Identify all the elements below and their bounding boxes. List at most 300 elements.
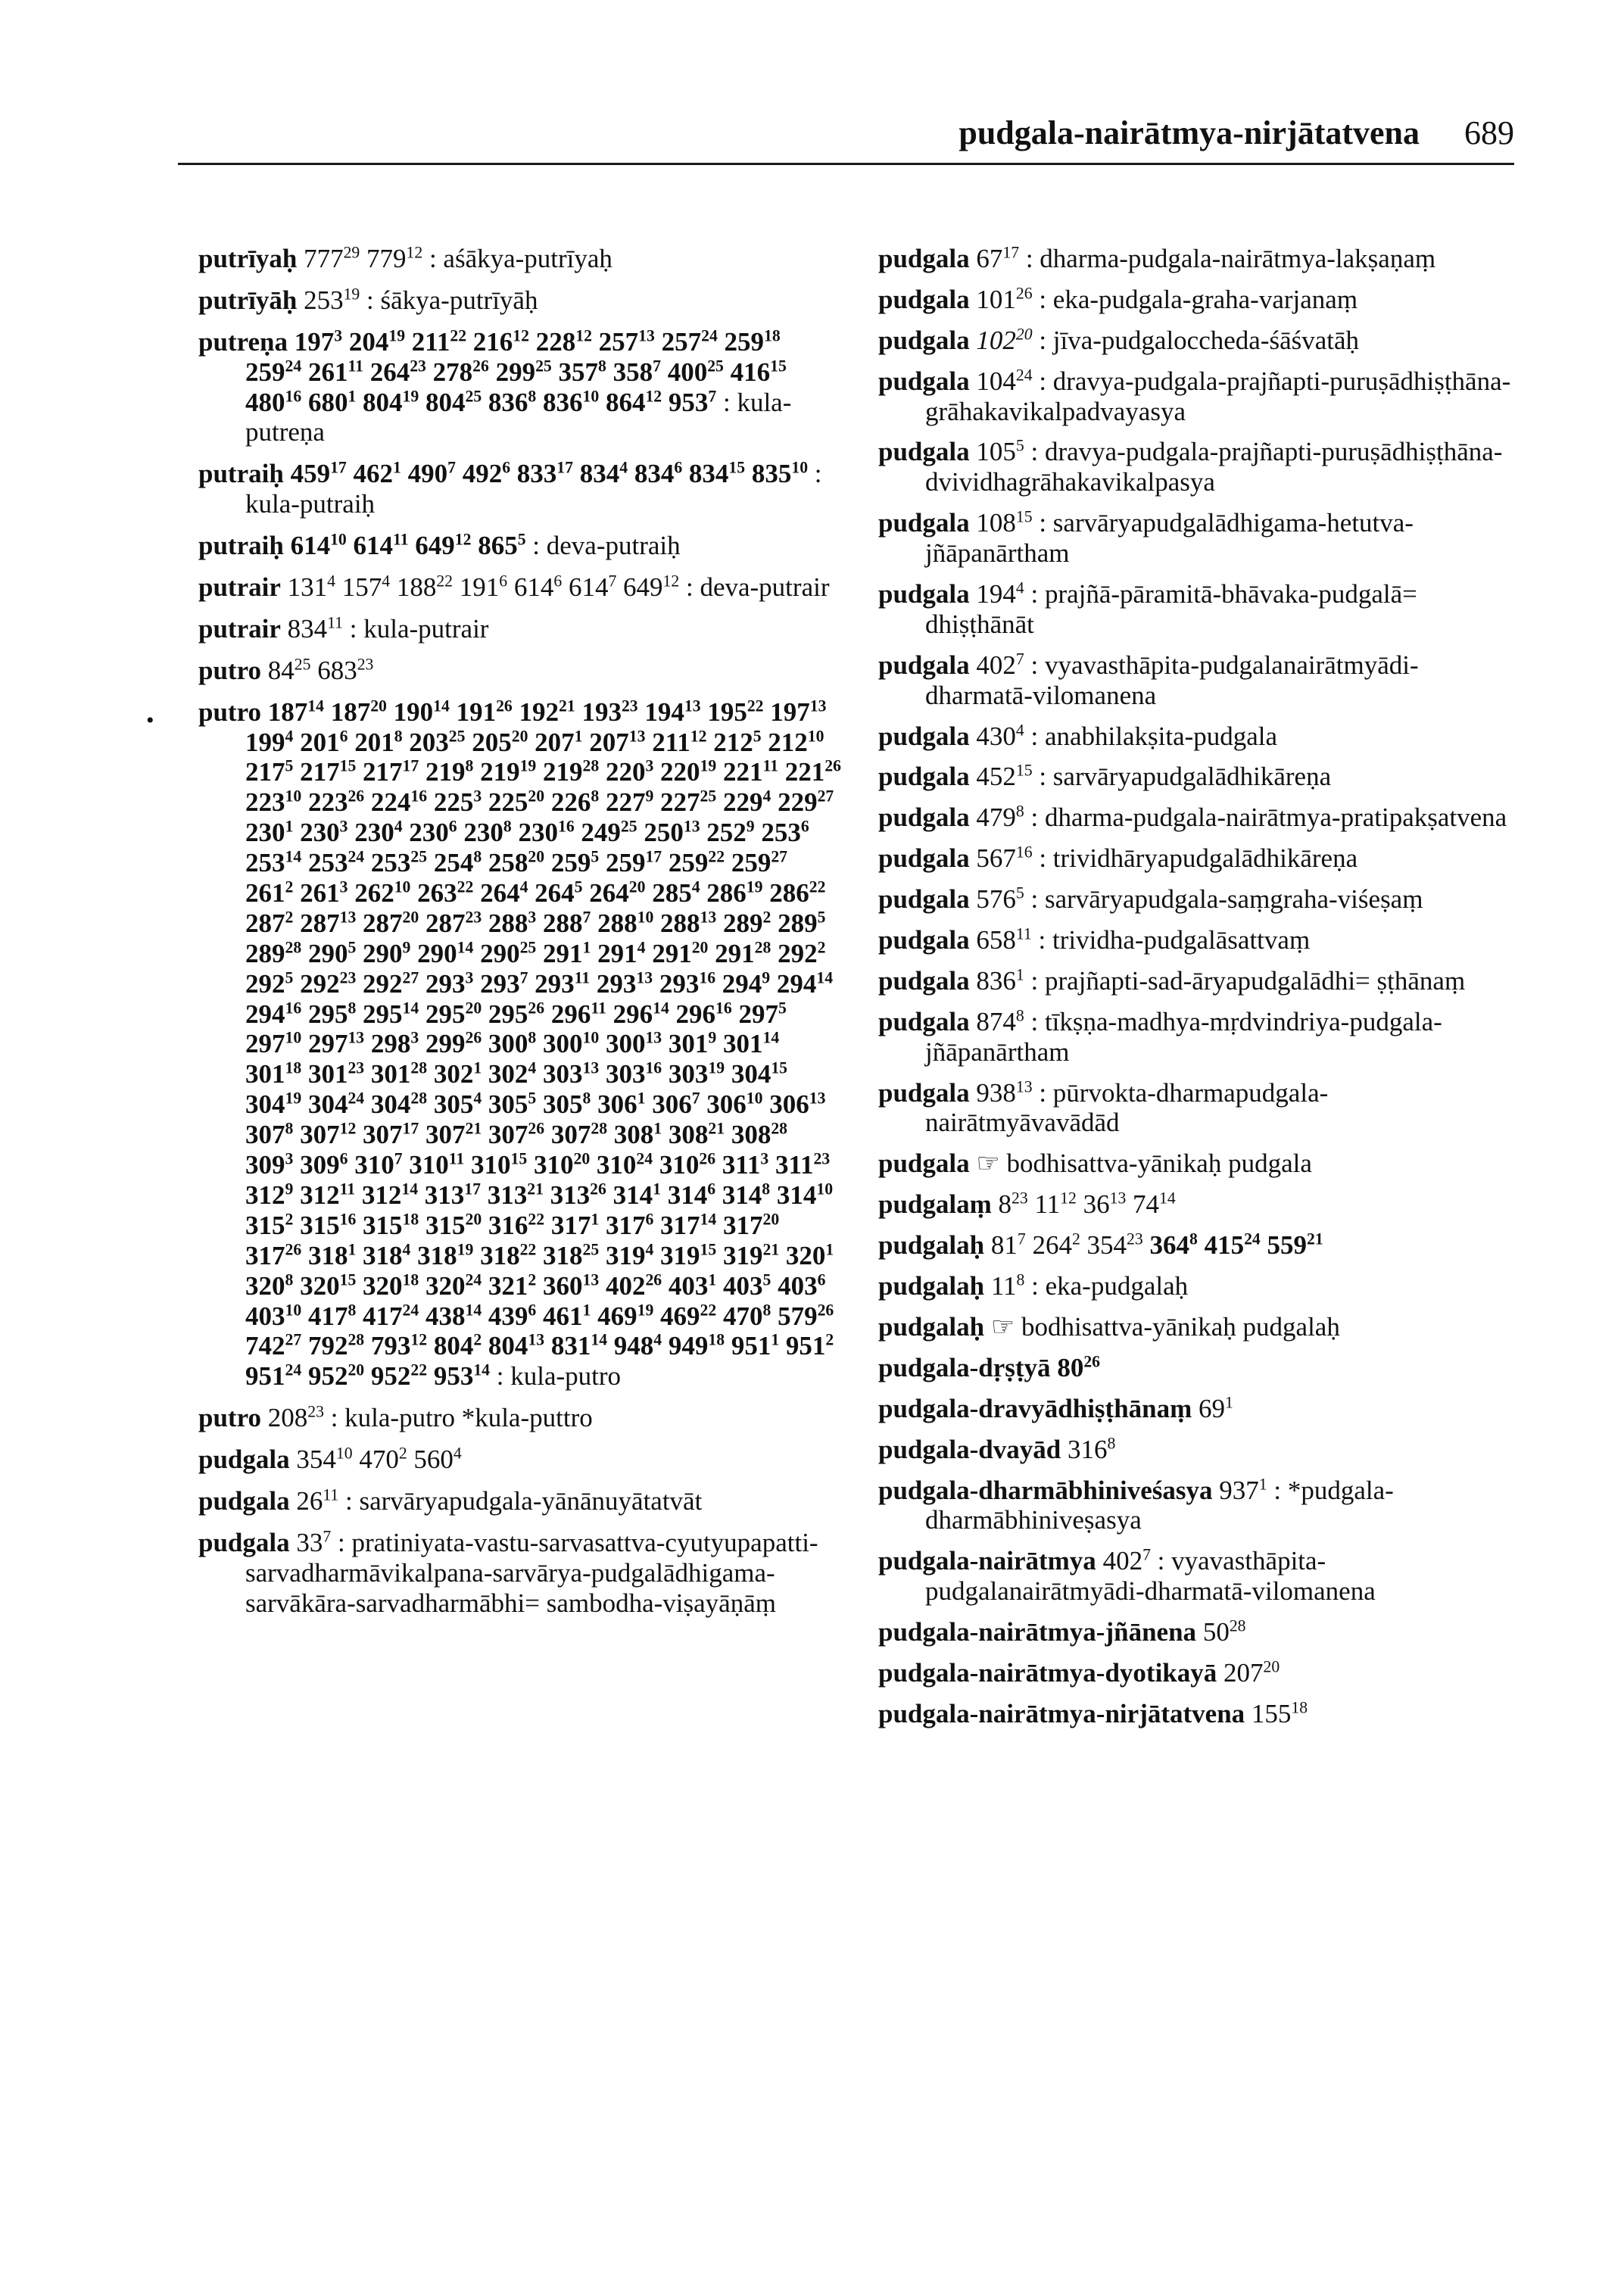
- page-ref: [245, 1301, 301, 1331]
- line-number-ref: 25: [700, 787, 717, 806]
- page-number-ref: 199: [245, 727, 285, 757]
- page-number-ref: 101: [976, 284, 1016, 314]
- line-number-ref: 4: [382, 572, 391, 591]
- page-number-ref: 80: [1057, 1352, 1084, 1382]
- page-ref: [300, 878, 348, 908]
- index-entry: [198, 572, 842, 603]
- page-number-ref: 310: [659, 1150, 700, 1180]
- line-number-ref: 10: [791, 458, 809, 477]
- gloss: : kula-putro *kula-puttro: [330, 1403, 593, 1433]
- page-ref: [434, 848, 482, 877]
- page-ref: [606, 1029, 662, 1058]
- page-number-ref: 264: [480, 878, 520, 909]
- page-number-ref: 194: [644, 697, 684, 727]
- line-number-ref: 4: [653, 1330, 662, 1349]
- page-ref: [288, 572, 335, 602]
- line-number-ref: 13: [1109, 1189, 1127, 1208]
- page-number-ref: 469: [597, 1301, 637, 1331]
- line-number-ref: 28: [754, 938, 771, 957]
- page-number-ref: 81: [990, 1230, 1018, 1261]
- line-number-ref: 9: [746, 817, 755, 836]
- gloss: : anabhilakṣita-pudgala: [1030, 721, 1278, 751]
- page-number-ref: 614: [513, 572, 554, 603]
- page-number-ref: 614: [290, 531, 331, 561]
- page-number-ref: 836: [976, 965, 1016, 996]
- line-number-ref: 26: [699, 1149, 716, 1168]
- page-ref: [245, 728, 293, 757]
- page-ref: [408, 459, 456, 488]
- line-number-ref: 7: [582, 908, 591, 927]
- line-number-ref: 23: [1011, 1189, 1028, 1208]
- line-number-ref: 18: [402, 1270, 419, 1289]
- line-number-ref: 23: [348, 1058, 365, 1077]
- page-number-ref: 211: [411, 326, 450, 357]
- page-number-ref: 289: [245, 938, 285, 968]
- page-number-ref: 312: [300, 1180, 340, 1210]
- line-number-ref: 22: [700, 1300, 717, 1319]
- headword: pudgala: [878, 884, 970, 915]
- index-entry: [198, 1445, 842, 1475]
- page-ref: [308, 1059, 364, 1089]
- page-ref: [543, 388, 599, 417]
- page-ref: [371, 1331, 427, 1361]
- line-number-ref: 13: [528, 1330, 545, 1349]
- line-number-ref: 16: [339, 1210, 357, 1229]
- page-number-ref: 299: [425, 1029, 466, 1059]
- page-number-ref: 320: [300, 1270, 340, 1301]
- headword: pudgala: [878, 325, 970, 355]
- page-ref: [976, 326, 1032, 355]
- headword: putrīyāḥ: [198, 285, 298, 315]
- page-ref: [245, 1241, 301, 1270]
- page-ref: [551, 1331, 607, 1361]
- page-ref: [363, 999, 419, 1029]
- line-number-ref: 5: [753, 726, 762, 745]
- page-ref: [669, 1331, 725, 1361]
- line-number-ref: 13: [809, 697, 827, 715]
- page-ref: [669, 1271, 716, 1301]
- page-number-ref: 223: [307, 787, 348, 818]
- gloss: : trividhāryapudgalādhikāreṇa: [1039, 843, 1358, 874]
- page-number-ref: 293: [425, 968, 466, 999]
- page-ref: [354, 728, 402, 757]
- gloss: : vyavasthāpita-pudgalanairātmyādi-dharmatā-vilomanena: [925, 650, 1419, 710]
- page-ref: [363, 969, 419, 999]
- page-number-ref: 793: [370, 1331, 411, 1361]
- page-number-ref: 288: [488, 908, 528, 938]
- page-number-ref: 317: [605, 1210, 646, 1240]
- line-number-ref: 1: [653, 1180, 661, 1198]
- page-ref: [676, 999, 732, 1029]
- page-ref: [606, 1271, 662, 1301]
- page-number-ref: 320: [785, 1240, 826, 1270]
- line-number-ref: 17: [330, 458, 347, 477]
- page-number-ref: 296: [675, 999, 716, 1029]
- line-number-ref: 15: [1015, 761, 1033, 780]
- page-ref: [976, 285, 1032, 314]
- page-ref: [1219, 1476, 1267, 1505]
- page-number-ref: 36: [1083, 1189, 1110, 1220]
- page-references: [1217, 1658, 1280, 1688]
- gloss: : dravya-pudgala-prajñapti-puruṣādhiṣṭhāna-dvividhagrāhakavikalpasya: [925, 437, 1503, 497]
- page-ref: [597, 1150, 653, 1180]
- page-number-ref: 264: [1032, 1230, 1072, 1261]
- gloss: : sarvāryapudgala-yānānuyātatvāt: [345, 1485, 703, 1516]
- page-number-ref: 680: [307, 387, 348, 417]
- index-entry: [878, 326, 1522, 356]
- line-number-ref: 8: [503, 817, 512, 836]
- page-ref: [425, 1211, 482, 1240]
- page-ref: [731, 1059, 787, 1089]
- page-ref: [634, 459, 682, 488]
- page-ref: [480, 1241, 536, 1270]
- page-header: [178, 114, 1514, 159]
- line-number-ref: 19: [708, 1058, 725, 1077]
- line-number-ref: 13: [638, 326, 655, 345]
- line-number-ref: 25: [410, 847, 428, 866]
- page-ref: [268, 697, 324, 727]
- line-number-ref: 3: [334, 326, 343, 345]
- page-number-ref: 649: [623, 572, 663, 603]
- page-ref: [543, 1271, 599, 1301]
- page-number-ref: 317: [245, 1240, 285, 1270]
- line-number-ref: 15: [510, 1149, 528, 1168]
- page-number-ref: 229: [778, 787, 818, 818]
- page-number-ref: 227: [660, 787, 700, 818]
- page-number-ref: 225: [433, 787, 474, 818]
- line-number-ref: 7: [1142, 1545, 1151, 1564]
- line-number-ref: 8: [473, 847, 482, 866]
- page-ref: [300, 1211, 356, 1240]
- page-ref: [409, 1150, 464, 1180]
- page-ref: [689, 459, 745, 488]
- gloss: : aśākya-putrīyaḥ: [429, 244, 613, 273]
- page-ref: [488, 1059, 536, 1089]
- page-number-ref: 230: [518, 818, 558, 848]
- page-ref: [245, 909, 293, 938]
- line-number-ref: 26: [817, 1300, 834, 1319]
- page-ref: [480, 939, 536, 968]
- line-number-ref: 19: [388, 326, 406, 345]
- page-references: [970, 285, 1033, 314]
- page-ref: [1034, 1189, 1076, 1219]
- page-number-ref: 403: [245, 1301, 285, 1331]
- page-number-ref: 307: [488, 1120, 528, 1150]
- page-ref: [775, 1150, 830, 1180]
- page-number-ref: 951: [731, 1331, 771, 1361]
- page-number-ref: 952: [307, 1361, 348, 1392]
- page-number-ref: 836: [488, 387, 528, 417]
- headword: pudgala: [878, 843, 970, 874]
- page-ref: [976, 966, 1024, 996]
- line-number-ref: 10: [637, 908, 654, 927]
- line-number-ref: 4: [394, 817, 403, 836]
- page-number-ref: 479: [976, 803, 1016, 833]
- line-number-ref: 5: [591, 847, 600, 866]
- page-ref: [480, 969, 528, 999]
- page-ref: [976, 722, 1024, 751]
- page-number-ref: 253: [307, 848, 348, 878]
- index-entry: [878, 1699, 1522, 1729]
- page-ref: [417, 878, 473, 908]
- line-number-ref: 15: [339, 756, 357, 775]
- page-number-ref: 302: [488, 1059, 528, 1089]
- page-number-ref: 226: [550, 787, 591, 818]
- page-references: [970, 803, 1024, 832]
- gloss: : śākya-putrīyāḥ: [366, 285, 538, 315]
- page-number-ref: 560: [413, 1445, 454, 1475]
- page-ref: [1103, 1546, 1151, 1576]
- page-ref: [308, 1331, 364, 1361]
- line-number-ref: 14: [457, 938, 474, 957]
- line-number-ref: 21: [762, 1240, 780, 1259]
- line-number-ref: 19: [457, 1240, 474, 1259]
- gloss: : dravya-pudgala-prajñapti-puruṣādhiṣṭhāna-grāhakavikalpadvayasya: [925, 366, 1511, 426]
- line-number-ref: 24: [348, 847, 365, 866]
- line-number-ref: 11: [393, 530, 409, 549]
- page-number-ref: 84: [267, 655, 295, 685]
- page-ref: [768, 728, 824, 757]
- page-number-ref: 297: [307, 1029, 348, 1059]
- page-ref: [580, 459, 628, 488]
- page-number-ref: 296: [550, 999, 591, 1029]
- page-number-ref: 683: [317, 655, 357, 685]
- headword: pudgala-nairātmya-nirjātatvena: [878, 1698, 1245, 1728]
- headword: putrair: [198, 613, 281, 644]
- page-ref: [417, 939, 473, 968]
- gloss: : dharma-pudgala-nairātmya-pratipakṣatvena: [1030, 803, 1507, 833]
- page-number-ref: 190: [393, 697, 434, 727]
- page-references: [261, 656, 373, 685]
- page-number: 689: [1464, 114, 1514, 151]
- page-number-ref: 297: [738, 999, 778, 1029]
- page-ref: [976, 803, 1024, 832]
- page-number-ref: 11: [990, 1271, 1017, 1301]
- page-ref: [723, 757, 778, 787]
- page-number-ref: 287: [363, 908, 403, 938]
- line-number-ref: 25: [535, 357, 552, 376]
- line-number-ref: 21: [465, 1119, 482, 1138]
- page-number-ref: 230: [463, 818, 503, 848]
- line-number-ref: 22: [410, 1361, 428, 1379]
- page-ref: [296, 1486, 338, 1516]
- line-number-ref: 2: [528, 1270, 537, 1289]
- line-number-ref: 10: [582, 386, 600, 405]
- page-ref: [300, 728, 348, 757]
- line-number-ref: 1: [348, 386, 357, 405]
- line-number-ref: 1: [1258, 1474, 1267, 1493]
- page-references: [284, 531, 526, 560]
- page-number-ref: 252: [706, 818, 747, 848]
- line-number-ref: 21: [708, 1119, 725, 1138]
- page-number-ref: 804: [488, 1331, 528, 1361]
- page-ref: [976, 843, 1032, 873]
- line-number-ref: 8: [528, 386, 537, 405]
- index-entry: [878, 579, 1522, 640]
- page-ref: [778, 1271, 825, 1301]
- gloss: : kula-putraiḥ: [245, 459, 822, 519]
- index-entry: [878, 966, 1522, 996]
- page-number-ref: 228: [535, 326, 576, 357]
- page-number-ref: 315: [245, 1210, 285, 1240]
- line-number-ref: 7: [691, 1089, 700, 1108]
- page-ref: [331, 697, 387, 727]
- headword: pudgala-nairātmya-dyotikayā: [878, 1657, 1217, 1688]
- page-ref: [668, 1180, 715, 1210]
- page-ref: [731, 357, 787, 387]
- line-number-ref: 5: [574, 877, 583, 896]
- page-number-ref: 261: [300, 878, 340, 909]
- page-ref: [706, 818, 754, 847]
- page-number-ref: 834: [579, 459, 620, 489]
- page-ref: [425, 1120, 482, 1149]
- headword: putro: [198, 1403, 261, 1433]
- page-ref: [613, 999, 669, 1029]
- gloss: : prajñapti-sad-āryapudgalādhi= ṣṭhānaṃ: [1030, 965, 1466, 996]
- page-references: [297, 285, 360, 315]
- line-number-ref: 16: [715, 998, 732, 1017]
- line-number-ref: 4: [528, 1058, 537, 1077]
- page-ref: [304, 285, 360, 315]
- page-ref: [614, 1331, 662, 1361]
- page-ref: [976, 925, 1031, 955]
- line-number-ref: 3: [528, 908, 537, 927]
- line-number-ref: 5: [285, 968, 294, 987]
- line-number-ref: 26: [496, 697, 513, 715]
- page-number-ref: 951: [785, 1331, 826, 1361]
- page-number-ref: 310: [354, 1150, 394, 1180]
- line-number-ref: 24: [636, 1149, 653, 1168]
- gloss: : pratiniyata-vastu-sarvasattva-cyutyupapatti-sarvadharmāvikalpana-sarvārya-pudgalādhigama-sarvākāra-sarvadharmābhi= sambodha-viṣayāṇāṃ: [245, 1527, 818, 1618]
- running-head-title: pudgala-nairātmya-nirjātatvena: [959, 114, 1420, 151]
- page-number-ref: 459: [290, 459, 331, 489]
- line-number-ref: 6: [339, 1149, 348, 1168]
- page-ref: [1223, 1658, 1280, 1688]
- page-ref: [417, 1241, 473, 1270]
- page-ref: [300, 1120, 356, 1149]
- page-number-ref: 201: [300, 727, 340, 757]
- line-number-ref: 13: [645, 1028, 662, 1047]
- page-number-ref: 952: [370, 1361, 411, 1392]
- line-number-ref: 8: [1015, 1006, 1024, 1025]
- page-ref: [496, 357, 552, 387]
- page-ref: [597, 939, 645, 968]
- page-ref: [488, 1271, 536, 1301]
- page-number-ref: 292: [778, 938, 818, 968]
- page-number-ref: 310: [471, 1150, 511, 1180]
- line-number-ref: 13: [684, 697, 701, 715]
- page-number-ref: 490: [407, 459, 448, 489]
- page-ref: [480, 878, 528, 908]
- page-number-ref: 304: [370, 1089, 411, 1120]
- page-number-ref: 203: [409, 727, 449, 757]
- line-number-ref: 13: [628, 726, 646, 745]
- page-number-ref: 948: [613, 1331, 654, 1361]
- page-ref: [581, 818, 637, 847]
- page-ref: [660, 1301, 716, 1331]
- page-number-ref: 301: [307, 1059, 348, 1089]
- line-number-ref: 5: [817, 908, 826, 927]
- page-ref: [308, 848, 364, 877]
- page-ref: [488, 1120, 544, 1149]
- page-ref: [769, 878, 825, 908]
- page-number-ref: 250: [644, 818, 684, 848]
- page-ref: [543, 909, 591, 938]
- line-number-ref: 3: [285, 1149, 294, 1168]
- page-ref: [613, 1180, 661, 1210]
- page-number-ref: 614: [353, 531, 393, 561]
- page-ref: [976, 437, 1024, 466]
- line-number-ref: 1: [582, 938, 591, 957]
- line-number-ref: 11: [1015, 924, 1032, 943]
- line-number-ref: 23: [1127, 1230, 1143, 1248]
- page-ref: [543, 1241, 599, 1270]
- page-references: [970, 579, 1024, 609]
- page-ref: [245, 757, 293, 787]
- line-number-ref: 7: [519, 968, 528, 987]
- headword: pudgala: [198, 1485, 290, 1516]
- line-number-ref: 16: [1015, 843, 1033, 862]
- page-number-ref: 318: [307, 1240, 348, 1270]
- line-number-ref: 6: [339, 726, 348, 745]
- line-number-ref: 6: [499, 572, 508, 591]
- line-number-ref: 11: [448, 1149, 465, 1168]
- line-number-ref: 13: [1015, 1077, 1033, 1096]
- page-number-ref: 217: [300, 757, 340, 787]
- page-ref: [300, 1271, 356, 1301]
- page-number-ref: 567: [976, 843, 1016, 874]
- page-number-ref: 469: [660, 1301, 700, 1331]
- line-number-ref: 16: [285, 386, 302, 405]
- page-number-ref: 492: [462, 459, 503, 489]
- page-ref: [731, 848, 787, 877]
- headword: pudgala: [878, 803, 970, 833]
- page-ref: [363, 1301, 419, 1331]
- line-number-ref: 26: [1015, 284, 1033, 303]
- page-number-ref: 417: [363, 1301, 403, 1331]
- page-number-ref: 357: [558, 357, 598, 387]
- page-references: [970, 762, 1033, 791]
- page-references: [245, 697, 841, 1392]
- line-number-ref: 8: [528, 1028, 537, 1047]
- line-number-ref: 13: [348, 1028, 365, 1047]
- gloss: : kula-putreṇa: [245, 387, 792, 447]
- gloss: : kula-putro: [496, 1361, 622, 1392]
- line-number-ref: 4: [645, 1240, 654, 1259]
- line-number-ref: 8: [285, 1119, 294, 1138]
- line-number-ref: 10: [285, 1028, 302, 1047]
- page-number-ref: 188: [396, 572, 437, 603]
- page-number-ref: 257: [598, 326, 639, 357]
- page-number-ref: 314: [613, 1180, 653, 1210]
- headword: pudgala: [878, 650, 970, 680]
- page-number-ref: 308: [668, 1120, 709, 1150]
- page-ref: [786, 1331, 834, 1361]
- line-number-ref: 23: [410, 357, 426, 376]
- line-number-ref: 22: [519, 1240, 537, 1259]
- page-ref: [363, 909, 419, 938]
- line-number-ref: 26: [824, 756, 841, 775]
- line-number-ref: 1: [473, 1058, 482, 1077]
- page-number-ref: 219: [543, 757, 583, 787]
- page-number-ref: 308: [731, 1120, 771, 1150]
- line-number-ref: 20: [528, 787, 545, 806]
- page-number-ref: 295: [363, 999, 403, 1029]
- page-ref: [471, 1150, 527, 1180]
- line-number-ref: 20: [465, 1210, 482, 1229]
- page-ref: [425, 1271, 482, 1301]
- page-ref: [991, 1230, 1026, 1260]
